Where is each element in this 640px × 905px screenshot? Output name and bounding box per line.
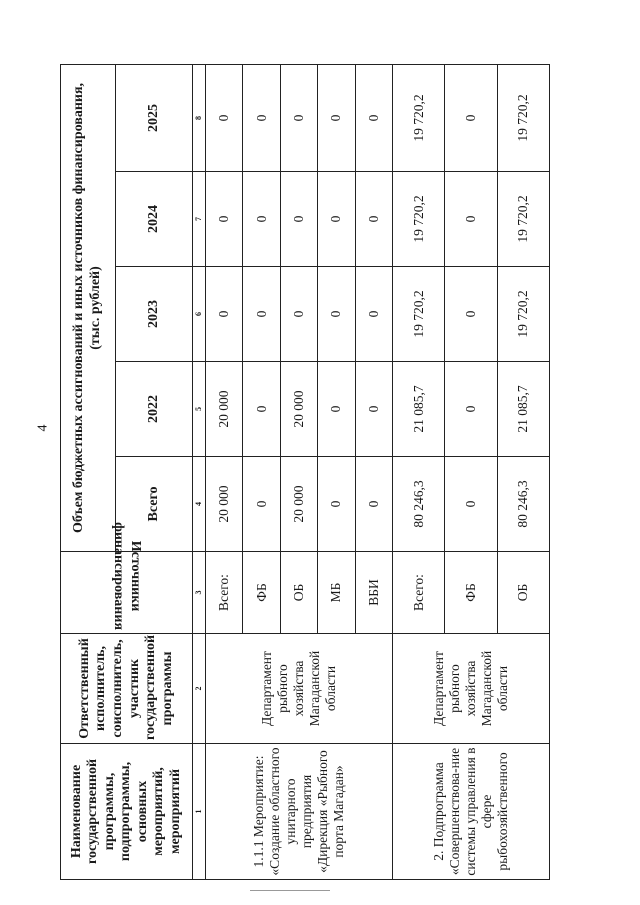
header-total: Всего (116, 457, 193, 552)
index-cell: 1 (193, 744, 206, 880)
value-cell: 0 (355, 267, 392, 362)
header-program-name: Наименование государственной программы, подпрограммы, основных мероприятий, мероприятий (61, 744, 193, 880)
value-cell: 0 (318, 457, 355, 552)
value-cell: 0 (445, 64, 497, 171)
value-cell: 0 (355, 457, 392, 552)
value-cell: 0 (206, 172, 243, 267)
index-cell: 4 (193, 457, 206, 552)
value-cell: 0 (243, 457, 280, 552)
value-cell: 21 085,7 (497, 362, 549, 457)
table-row (206, 64, 243, 879)
value-cell: 0 (243, 362, 280, 457)
header-source (61, 522, 193, 634)
value-cell: 20 000 (206, 362, 243, 457)
source-cell: ОБ (497, 552, 549, 634)
value-cell: 0 (355, 172, 392, 267)
event-executor: Департамент рыбного хозяйства Магаданской области (206, 634, 393, 744)
value-cell: 19 720,2 (497, 172, 549, 267)
index-cell: 8 (193, 64, 206, 171)
source-cell: Всего: (393, 552, 445, 634)
value-cell: 19 720,2 (393, 64, 445, 171)
header-2022: 2022 (116, 362, 193, 457)
source-cell: ВБИ (355, 552, 392, 634)
event-name: 1.1.1 Мероприятие: «Создание областного унитарного предприятия «Дирекция «Рыбного порта Магадан» (206, 744, 393, 880)
value-cell: 19 720,2 (497, 267, 549, 362)
subprogram-name: 2. Подпрограмма «Совершенствова-ние системы управления в сфере рыбохозяйственного (393, 744, 550, 880)
header-executor: Ответственный исполнитель, соисполнитель, участник государственной программы (61, 634, 193, 744)
source-cell: МБ (318, 552, 355, 634)
value-cell: 0 (445, 172, 497, 267)
header-budget-group: Объем бюджетных ассигнований и иных источников финансирования, (тыс. рублей) (61, 64, 116, 551)
subprogram-executor: Департамент рыбного хозяйства Магаданской области (393, 634, 550, 744)
value-cell: 19 720,2 (393, 267, 445, 362)
budget-table-container (60, 65, 550, 880)
header-source-text: Источники финансирования (111, 522, 144, 631)
value-cell: 0 (243, 64, 280, 171)
value-cell: 0 (355, 64, 392, 171)
value-cell: 20 000 (280, 362, 317, 457)
value-cell: 0 (318, 362, 355, 457)
value-cell: 20 000 (206, 457, 243, 552)
value-cell: 0 (318, 267, 355, 362)
value-cell: 19 720,2 (497, 64, 549, 171)
value-cell: 80 246,3 (497, 457, 549, 552)
page-number: 4 (35, 424, 51, 432)
value-cell: 0 (355, 362, 392, 457)
budget-table (60, 64, 550, 880)
value-cell: 20 000 (280, 457, 317, 552)
source-cell: ФБ (445, 552, 497, 634)
source-cell: ФБ (243, 552, 280, 634)
source-cell: Всего: (206, 552, 243, 634)
index-row (193, 64, 206, 879)
header-2023: 2023 (116, 267, 193, 362)
value-cell: 21 085,7 (393, 362, 445, 457)
value-cell: 0 (206, 64, 243, 171)
value-cell: 0 (445, 457, 497, 552)
value-cell: 0 (206, 267, 243, 362)
footer-divider (250, 890, 330, 891)
table-row (393, 64, 445, 879)
value-cell: 80 246,3 (393, 457, 445, 552)
index-cell: 3 (193, 552, 206, 634)
value-cell: 19 720,2 (393, 172, 445, 267)
index-cell: 7 (193, 172, 206, 267)
source-cell: ОБ (280, 552, 317, 634)
index-cell: 5 (193, 362, 206, 457)
value-cell: 0 (280, 172, 317, 267)
value-cell: 0 (280, 64, 317, 171)
value-cell: 0 (445, 362, 497, 457)
header-2025: 2025 (116, 64, 193, 171)
index-cell: 6 (193, 267, 206, 362)
value-cell: 0 (445, 267, 497, 362)
value-cell: 0 (318, 64, 355, 171)
header-row-1 (61, 64, 116, 879)
value-cell: 0 (318, 172, 355, 267)
index-cell: 2 (193, 634, 206, 744)
value-cell: 0 (243, 267, 280, 362)
header-2024: 2024 (116, 172, 193, 267)
value-cell: 0 (243, 172, 280, 267)
value-cell: 0 (280, 267, 317, 362)
